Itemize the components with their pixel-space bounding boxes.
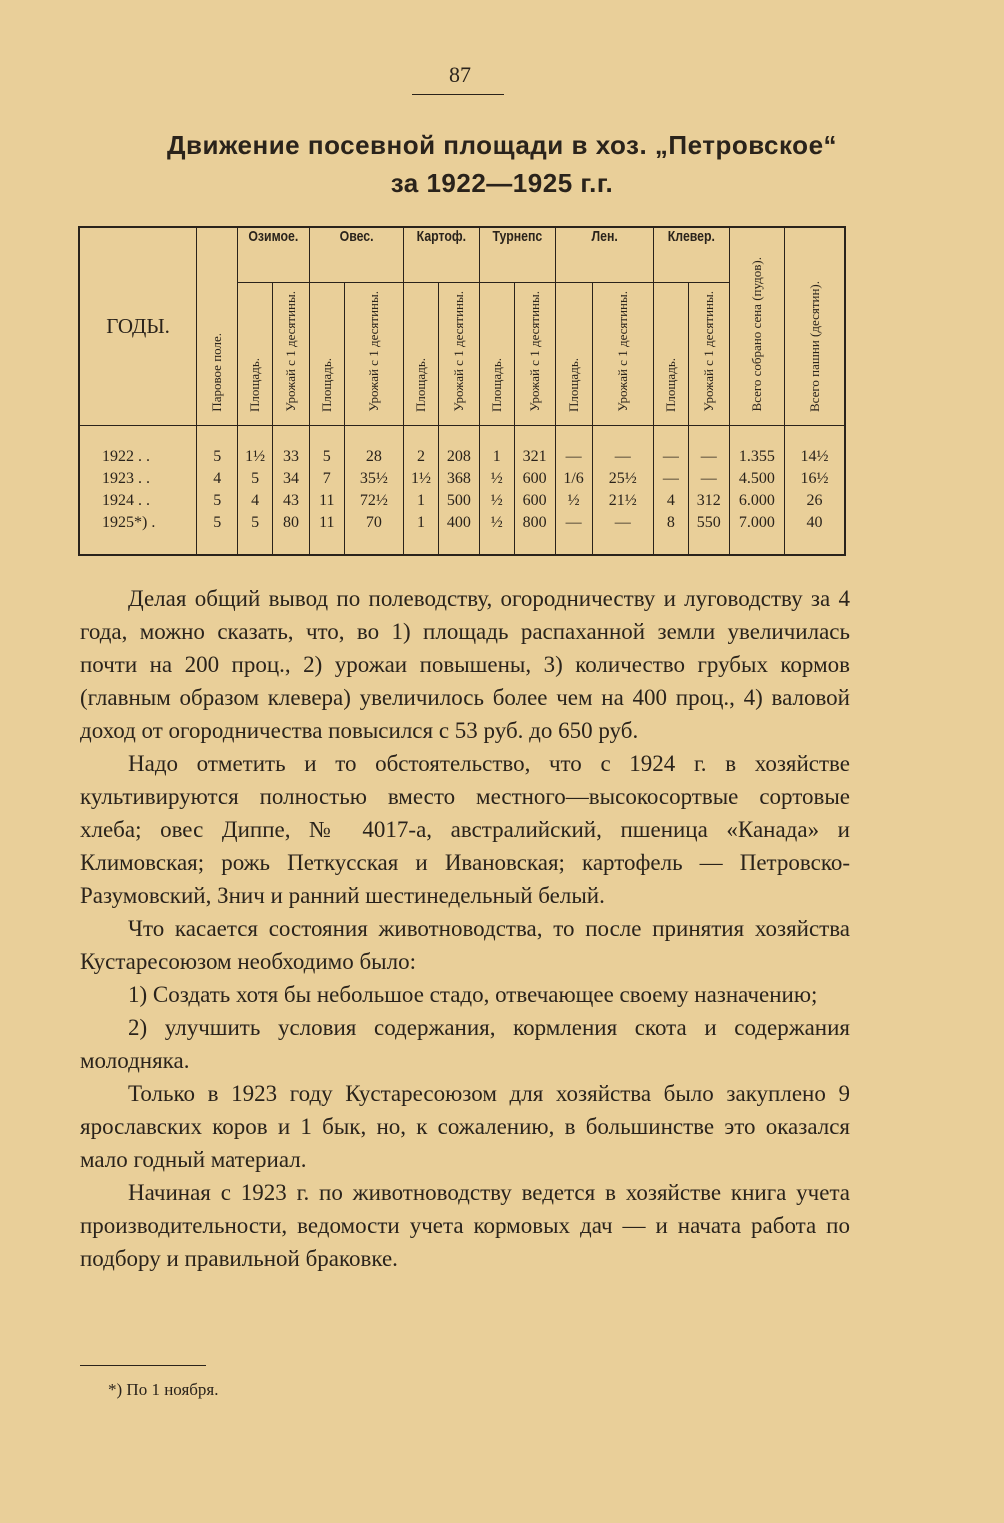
value-cell: 34 (273, 468, 310, 490)
value-cell: — (688, 468, 729, 490)
value-cell: 1 (479, 425, 514, 468)
value-cell: 1 (404, 512, 439, 555)
value-cell: 28 (344, 425, 403, 468)
value-cell: 321 (514, 425, 555, 468)
yield-subheader: Урожай с 1 десятины. (438, 283, 479, 426)
value-cell: 312 (688, 490, 729, 512)
value-cell: 33 (273, 425, 310, 468)
value-cell: 26 (785, 490, 845, 512)
paragraph: Что касается состояния животноводства, то после принятия хозяйства Кустаресоюзом необходимо было: (80, 916, 850, 974)
yield-subheader: Урожай с 1 десятины. (344, 283, 403, 426)
hay-total-header: Всего собрано сена (пудов). (729, 227, 784, 425)
value-cell: 600 (514, 468, 555, 490)
year-cell: 1923 . . (102, 469, 150, 487)
value-cell: 1/6 (555, 468, 592, 490)
value-cell: 21½ (592, 490, 653, 512)
value-cell: ½ (479, 512, 514, 555)
value-cell: 500 (438, 490, 479, 512)
value-cell: 5 (238, 468, 273, 490)
paragraph: 2) улучшить условия содержания, кормления скота и содержания молодняка. (80, 1015, 850, 1073)
value-cell: 6.000 (729, 490, 784, 512)
yield-subheader: Урожай с 1 десятины. (688, 283, 729, 426)
value-cell: 72½ (344, 490, 403, 512)
value-cell: — (688, 425, 729, 468)
value-cell: ½ (555, 490, 592, 512)
value-cell: 80 (273, 512, 310, 555)
value-cell: 368 (438, 468, 479, 490)
area-subheader: Площадь. (404, 283, 439, 426)
value-cell: 5 (197, 490, 238, 512)
value-cell: 4 (197, 468, 238, 490)
group-header-flax: Лен. (555, 227, 653, 283)
value-cell: 25½ (592, 468, 653, 490)
table-row (79, 425, 845, 468)
value-cell: 2 (404, 425, 439, 468)
fallow-header: Паровое поле. (197, 227, 238, 425)
area-subheader: Площадь. (479, 283, 514, 426)
value-cell: 4 (238, 490, 273, 512)
paragraph: Надо отметить и то обстоятельство, что с 1924 г. в хозяйстве культивируются полностью вместо местного—высокосортвые сортовые хлеба; овес Диппе, № 4017-а, австралийский, пшеница «Канада» и Климовская; рожь Петкусская и Ивановская; картофель — Петровско-Разумовский, Знич и ранний шестинедельный белый. (80, 751, 850, 908)
heading-line-2: за 1922—1925 г.г. (390, 168, 614, 198)
value-cell: 7.000 (729, 512, 784, 555)
years-header: ГОДЫ. (79, 227, 197, 425)
area-subheader: Площадь. (653, 283, 688, 426)
value-cell: 5 (197, 512, 238, 555)
table-row (79, 512, 845, 555)
value-cell: 11 (309, 512, 344, 555)
value-cell: — (555, 425, 592, 468)
value-cell: 40 (785, 512, 845, 555)
value-cell: 16½ (785, 468, 845, 490)
value-cell: — (653, 468, 688, 490)
yield-subheader: Урожай с 1 десятины. (592, 283, 653, 426)
value-cell: 1½ (404, 468, 439, 490)
value-cell: 5 (238, 512, 273, 555)
value-cell: 70 (344, 512, 403, 555)
area-subheader: Площадь. (238, 283, 273, 426)
value-cell: — (592, 512, 653, 555)
value-cell: 14½ (785, 425, 845, 468)
value-cell: — (555, 512, 592, 555)
value-cell: 400 (438, 512, 479, 555)
footnote: *) По 1 ноября. (108, 1380, 219, 1399)
value-cell: — (592, 425, 653, 468)
table-row (79, 468, 845, 490)
paragraph: Начиная с 1923 г. по животноводству ведется в хозяйстве книга учета производительности, ведомости учета кормовых дач — и начата работа по подбору и правильной браковке. (80, 1180, 850, 1271)
page-number-rule (412, 94, 504, 95)
value-cell: 1.355 (729, 425, 784, 468)
paragraph: Только в 1923 году Кустаресоюзом для хозяйства было закуплено 9 ярославских коров и 1 бык, но, к сожалению, в большинстве это оказался мало годный материал. (80, 1081, 850, 1172)
value-cell: 4.500 (729, 468, 784, 490)
page-heading (80, 126, 924, 202)
value-cell: 1½ (238, 425, 273, 468)
group-header-winter: Озимое. (238, 227, 310, 283)
value-cell: 7 (309, 468, 344, 490)
value-cell: 43 (273, 490, 310, 512)
body-text (80, 582, 850, 1275)
value-cell: 550 (688, 512, 729, 555)
year-cell: 1924 . . (102, 491, 150, 509)
value-cell: 35½ (344, 468, 403, 490)
value-cell: 600 (514, 490, 555, 512)
group-header-potato: Картоф. (404, 227, 480, 283)
value-cell: 8 (653, 512, 688, 555)
area-subheader: Площадь. (309, 283, 344, 426)
paragraph: 1) Создать хотя бы небольшое стадо, отвечающее своему назначению; (128, 982, 818, 1007)
value-cell: ½ (479, 490, 514, 512)
value-cell: 4 (653, 490, 688, 512)
page-number: 87 (449, 62, 471, 87)
area-subheader: Площадь. (555, 283, 592, 426)
table-row (79, 490, 845, 512)
value-cell: 1 (404, 490, 439, 512)
year-cell: 1925*) . (102, 513, 156, 531)
value-cell: 800 (514, 512, 555, 555)
plowland-total-header: Всего пашни (десятин). (785, 227, 845, 425)
yield-subheader: Урожай с 1 десятины. (273, 283, 310, 426)
paragraph: Делая общий вывод по полеводству, огородничеству и луговодству за 4 года, можно сказать, что, во 1) площадь распаханной земли увеличилась почти на 200 проц., 2) урожаи повышены, 3) количество грубых кормов (главным образом клевера) увеличилось более чем на 400 проц., 4) валовой доход от огородничества повысился с 53 руб. до 650 руб. (80, 586, 850, 743)
value-cell: 5 (197, 425, 238, 468)
group-header-turnip: Турнепс (479, 227, 555, 283)
group-header-clover: Клевер. (653, 227, 729, 283)
sowing-area-table (78, 226, 846, 556)
footnote-rule (80, 1365, 206, 1366)
table-body (79, 425, 845, 555)
value-cell: 208 (438, 425, 479, 468)
group-header-oats: Овес. (309, 227, 403, 283)
yield-subheader: Урожай с 1 десятины. (514, 283, 555, 426)
value-cell: — (653, 425, 688, 468)
heading-line-1: Движение посевной площади в хоз. „Петровское“ (166, 130, 838, 160)
value-cell: ½ (479, 468, 514, 490)
year-cell: 1922 . . (102, 447, 150, 465)
value-cell: 5 (309, 425, 344, 468)
value-cell: 11 (309, 490, 344, 512)
